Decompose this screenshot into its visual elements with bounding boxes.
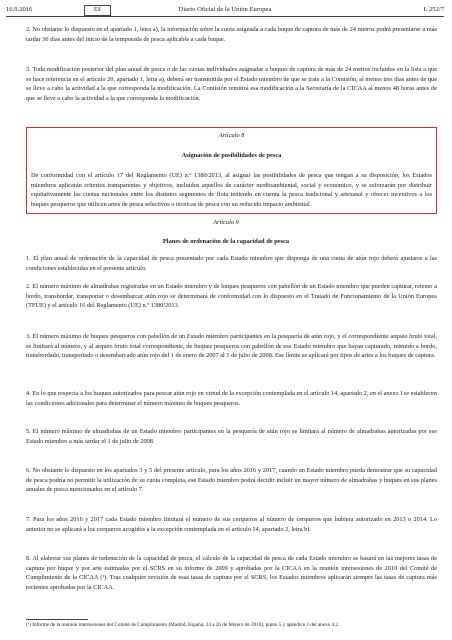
paragraph-9-7: 7. Para los años 2016 y 2017 cada Estado miembro limitará el número de sus cerqueros al número de cerqueros que hubiera autorizado en 2013 o 2014. Lo anterior no se aplicará a los cerqueros acogidos a la excepción contemplada en el artículo 14, apartado 2, letra b).: [26, 516, 437, 533]
page-reference: L 252/7: [423, 6, 444, 13]
paragraph-9-8: 8. Al elaborar sus planes de ordenación de la capacidad de pesca, el cálculo de la capacidad de pesca de cada Estado miembro se basará en las mejores tasas de captura por buque y por arte estimadas por el SCRS en su informe de 2009 y aprobadas por la CICAA en la reunión intersesiones de 2010 del Comité de Cumplimiento de la CICAA (¹). Tras cualquier revisión de esas tasas de captura por el SCRS, los Estados miembros aplicarán siempre las tasas de captura más recientes aprobadas por la CICAA.: [26, 555, 437, 592]
paragraph-7-2: 2. No obstante lo dispuesto en el apartado 1, letra a), la información sobre la cuota asignada a cada buque de captura de más de 24 metros podrá presentarse a más tardar 30 días antes del inicio de la temporada de pesca aplicable a cada buque.: [26, 26, 437, 43]
journal-title: Diario Oficial de la Unión Europea: [178, 6, 272, 13]
header-rule: [6, 16, 444, 17]
paragraph-9-6: 6. No obstante lo dispuesto en los apartados 3 y 5 del presente artículo, para los años 2016 y 2017, cuando un Estado miembro pueda demostrar que su capacidad de pesca podría no permitir la utilización de su cuota completa, ese Estado miembro podrá decidir incluir un mayor número de almadrabas y buques en sus planes anuales de pesca mencionados en el artículo 7.: [26, 467, 437, 494]
paragraph-9-1: 1. El plan anual de ordenación de la capacidad de pesca presentado por cada Estado miembro que disponga de una cuota de atún rojo deberá ajustarse a las condiciones establecidas en el presente artículo.: [26, 255, 437, 272]
paragraph-9-3: 3. El número máximo de buques pesqueros con pabellón de un Estado miembro participantes en la pesquería de atún rojo, y el correspondiente arqueo bruto total, se limitará al número, y al arqueo bruto total correspondiente, de buques pesqueros con pabellón de ese Estado miembro que hayan capturado, retenido a bordo, transbordado, transportado o desembarcado atún rojo del 1 de enero de 2007 al 1 de julio de 2008. Ese límite se aplicará por tipos de artes a los buques de captura.: [26, 333, 437, 360]
article-8-text: De conformidad con el artículo 17 del Reglamento (UE) n.º 1380/2013, al asignar las posibilidades de pesca que tengan a su disposición, los Estados miembros aplicarán criterios transparentes y objetivos, incluidos aquellos de carácter medioambiental, social y económico, y se esforzarán por distribuir equitativamente las cuotas nacionales entre los distintos segmentos de flota teniendo en cuenta la pesca tradicional y artesanal y ofrecer incentivos a los buques pesqueros que utilicen artes de pesca selectivos o técnicas de pesca con un reducido impacto ambiental.: [31, 172, 432, 209]
footnote: (¹) Informe de la reunión intersesiones del Comité de Cumplimiento (Madrid, España; 24 a 26 de febrero de 2010), punto 5 y apéndice 3 del anexo 4.2.: [26, 622, 340, 628]
publication-date: 16.9.2016: [6, 6, 33, 13]
footnote-rule: [26, 619, 88, 620]
language-badge: ES: [84, 5, 111, 16]
article-9-title: Planes de ordenación de la capacidad de pesca: [162, 238, 290, 245]
paragraph-7-3: 3. Toda modificación posterior del plan anual de pesca o de las cuotas individuales asignadas a buques de captura de más de 24 metros incluidos en la lista a que se hace referencia en el artículo 20, apartado 1, letra a), deberá ser transmitida por el Estado miembro de que se trate a la Comisión, al menos tres días antes de que se lleve a cabo la actividad a la que corresponda la modificación. La Comisión remitirá esa modificación a la Secretaría de la CICAA al menos 48 horas antes de que se lleve a cabo la actividad a la que corresponda la modificación.: [26, 66, 437, 103]
article-8-title: Asignación de posibilidades de pesca: [181, 152, 282, 159]
paragraph-9-5: 5. El número máximo de almadrabas de un Estado miembro participantes en la pesquería de atún rojo se limitará al número de almadrabas autorizadas por ese Estado miembro a más tardar el 1 de julio de 2008.: [26, 428, 437, 445]
article-9-label: Artículo 9: [213, 219, 239, 226]
paragraph-9-4: 4. En lo que respecta a los buques autorizados para pescar atún rojo en virtud de la excepción contemplada en el artículo 14, apartado 2, en el anexo I se establecen las condiciones adicionales para determinar el número máximo de buques pesqueros.: [26, 390, 437, 407]
article-8-label: Artículo 8: [218, 132, 245, 139]
article-8-box: [26, 127, 437, 214]
paragraph-9-2: 2. El número máximo de almadrabas registradas en un Estado miembro y de buques pesqueros con pabellón de un Estado miembro que pueden capturar, retener a bordo, transbordar, transportar o desembarcar atún rojo se determinará de conformidad con lo dispuesto en el Tratado de Funcionamiento de la Unión Europea (TFUE) y el artículo 16 del Reglamento (UE) n.º 1380/2013.: [26, 283, 437, 310]
